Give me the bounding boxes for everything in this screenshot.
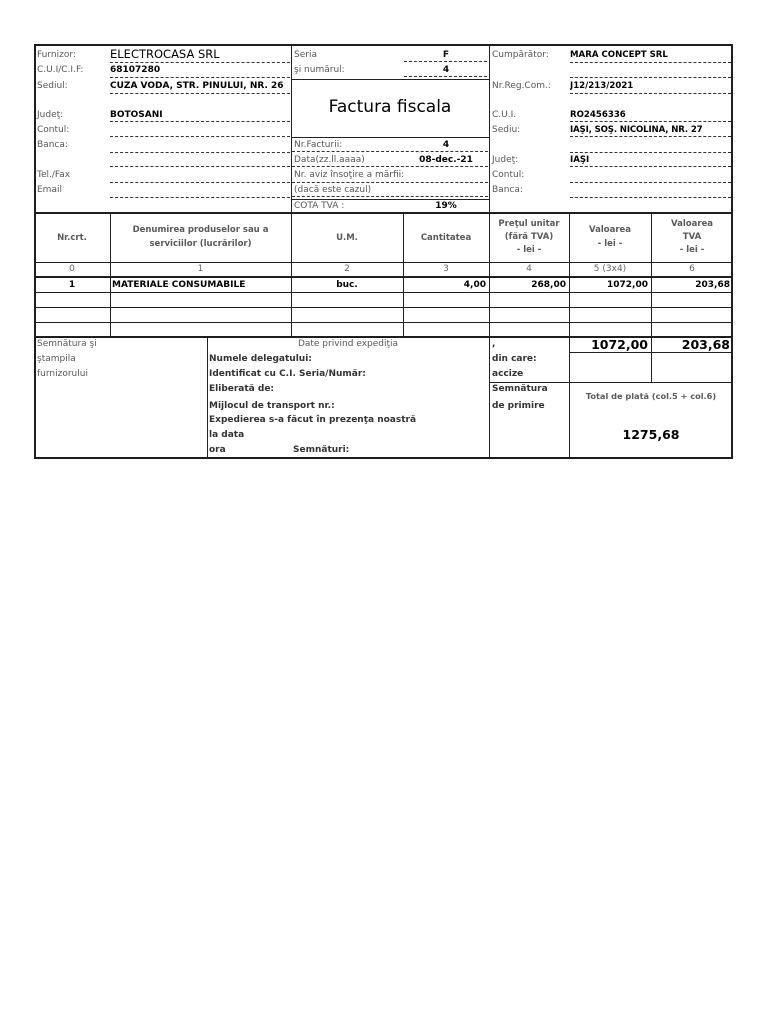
vat-rate-value: 19% bbox=[435, 201, 457, 211]
col-header-vat: TVA bbox=[682, 232, 702, 242]
supplier-address-label: Sediul: bbox=[37, 81, 68, 91]
row-vat: 203,68 bbox=[695, 280, 730, 290]
total-payable: 1275,68 bbox=[622, 427, 680, 442]
field-underline bbox=[570, 136, 731, 137]
column-divider bbox=[207, 337, 208, 459]
title-box-bottom bbox=[291, 137, 489, 138]
buyer-cui-label: C.U.I. bbox=[492, 110, 517, 120]
field-underline bbox=[292, 166, 488, 167]
col-index: 3 bbox=[443, 264, 449, 274]
number-label: şi numărul: bbox=[294, 65, 345, 75]
vat-rate-label: COTA TVA : bbox=[294, 201, 345, 211]
supplier-signature-label: ştampila bbox=[37, 354, 76, 364]
field-underline bbox=[110, 182, 290, 183]
field-underline bbox=[570, 182, 731, 183]
buyer-cui: RO2456336 bbox=[570, 110, 626, 120]
col-header-qty: Cantitatea bbox=[420, 233, 472, 243]
field-underline bbox=[110, 121, 290, 122]
delegate-label: Numele delegatului: bbox=[209, 354, 312, 364]
excise-label: accize bbox=[492, 369, 524, 379]
invoice-no-label: Nr.Facturii: bbox=[294, 140, 343, 150]
buyer-county: IAŞI bbox=[570, 155, 590, 165]
issued-by-label: Eliberată de: bbox=[209, 384, 275, 394]
number-value: 4 bbox=[442, 65, 450, 75]
aviz-note: (dacă este cazul) bbox=[294, 185, 372, 195]
row-divider bbox=[34, 276, 733, 278]
field-underline bbox=[570, 197, 731, 198]
buyer-reg: J12/213/2021 bbox=[570, 81, 634, 91]
invoice-title: Factura fiscala bbox=[328, 97, 452, 117]
buyer-address: IAŞI, SOŞ. NICOLINA, NR. 27 bbox=[570, 125, 703, 135]
field-underline bbox=[570, 152, 731, 153]
col-header-value: - lei - bbox=[597, 239, 623, 249]
supplier-email-label: Email bbox=[37, 185, 62, 195]
field-underline bbox=[570, 77, 731, 78]
col-header-name: serviciilor (lucrărilor) bbox=[149, 239, 252, 249]
supplier-address: CUZA VODA, STR. PINULUI, NR. 26 bbox=[110, 81, 284, 91]
total-value: 1072,00 bbox=[591, 337, 648, 352]
field-underline bbox=[110, 152, 290, 153]
header-bottom-divider bbox=[34, 212, 733, 214]
signatures-label: Semnături: bbox=[293, 445, 350, 455]
supplier-signature-label: furnizorului bbox=[37, 369, 88, 379]
shipping-time-label: ora bbox=[209, 445, 226, 455]
field-underline bbox=[292, 196, 488, 197]
field-underline bbox=[570, 121, 731, 122]
col-index: 2 bbox=[344, 264, 350, 274]
total-vat: 203,68 bbox=[681, 337, 730, 352]
receipt-signature-label: de primire bbox=[492, 401, 545, 411]
transport-label: Mijlocul de transport nr.: bbox=[209, 401, 335, 411]
col-index: 0 bbox=[69, 264, 75, 274]
invoice-date-value: 08-dec.-21 bbox=[419, 155, 473, 165]
supplier-county-label: Judeţ: bbox=[37, 110, 64, 120]
col-header-um: U.M. bbox=[336, 233, 358, 243]
field-underline bbox=[110, 197, 290, 198]
col-header-name: Denumirea produselor sau a bbox=[132, 225, 269, 235]
field-underline bbox=[110, 62, 290, 63]
col-header-price: Preţul unitar bbox=[498, 219, 560, 229]
field-underline bbox=[292, 182, 488, 183]
col-header-price: (fără TVA) bbox=[504, 232, 554, 242]
field-underline bbox=[110, 136, 290, 137]
field-underline bbox=[570, 166, 731, 167]
buyer-address-label: Sediu: bbox=[492, 125, 521, 135]
total-payable-label: Total de plată (col.5 + col.6) bbox=[585, 391, 717, 401]
buyer-account-label: Contul: bbox=[492, 170, 525, 180]
receipt-signature-label: Semnătura bbox=[492, 384, 548, 394]
supplier-name: ELECTROCASA SRL bbox=[110, 47, 220, 61]
shipping-date-label: la data bbox=[209, 430, 245, 440]
column-divider bbox=[291, 44, 292, 337]
buyer-name-label: Cumpărător: bbox=[492, 50, 549, 60]
row-divider bbox=[34, 307, 733, 308]
series-label: Seria bbox=[294, 50, 317, 60]
col-header-value: Valoarea bbox=[588, 225, 632, 235]
col-index: 5 (3x4) bbox=[593, 264, 627, 274]
supplier-cif-label: C.U.I/C.I.F: bbox=[37, 65, 84, 75]
totals-comma: , bbox=[492, 339, 496, 349]
presence-label: Expedierea s-a făcut în prezenţa noastră bbox=[209, 415, 417, 425]
supplier-signature-label: Semnătura şi bbox=[37, 339, 97, 349]
invoice-date-label: Data(zz.ll.aaaa) bbox=[294, 155, 365, 165]
of-which-label: din care: bbox=[492, 354, 537, 364]
row-divider bbox=[34, 292, 733, 293]
title-box-top bbox=[291, 79, 489, 80]
supplier-name-label: Furnizor: bbox=[37, 50, 76, 60]
field-underline bbox=[110, 166, 290, 167]
field-underline bbox=[570, 93, 731, 94]
col-header-vat: - lei - bbox=[679, 245, 705, 255]
field-underline bbox=[404, 76, 487, 77]
supplier-phone-label: Tel./Fax bbox=[37, 170, 71, 180]
row-unit-price: 268,00 bbox=[531, 280, 566, 290]
buyer-reg-label: Nr.Reg.Com.: bbox=[492, 81, 551, 91]
row-nr: 1 bbox=[68, 280, 76, 290]
aviz-label: Nr. aviz însoţire a mărfii: bbox=[294, 170, 405, 180]
col-index: 6 bbox=[689, 264, 695, 274]
row-qty: 4,00 bbox=[463, 280, 486, 290]
col-index: 4 bbox=[526, 264, 532, 274]
row-value: 1072,00 bbox=[607, 280, 648, 290]
buyer-bank-label: Banca: bbox=[492, 185, 523, 195]
shipping-title: Date privind expediţia bbox=[297, 339, 399, 349]
id-label: Identificat cu C.I. Seria/Număr: bbox=[209, 369, 366, 379]
row-product-name: MATERIALE CONSUMABILE bbox=[112, 280, 246, 290]
col-header-price: - lei - bbox=[516, 245, 542, 255]
totals-divider bbox=[569, 352, 733, 353]
col-header-nr: Nr.crt. bbox=[57, 233, 87, 243]
supplier-account-label: Contul: bbox=[37, 125, 70, 135]
col-index: 1 bbox=[197, 264, 204, 274]
row-um: buc. bbox=[336, 280, 358, 290]
invoice-no-value: 4 bbox=[442, 140, 450, 150]
series-value: F bbox=[442, 50, 450, 60]
field-underline bbox=[110, 93, 290, 94]
field-underline bbox=[404, 61, 487, 62]
supplier-bank-label: Banca: bbox=[37, 140, 68, 150]
buyer-county-label: Judeţ: bbox=[492, 155, 519, 165]
field-underline bbox=[110, 77, 290, 78]
field-underline bbox=[292, 151, 488, 152]
row-divider bbox=[34, 322, 733, 323]
supplier-cif: 68107280 bbox=[110, 65, 161, 75]
col-header-vat: Valoarea bbox=[670, 219, 714, 229]
field-underline bbox=[570, 62, 731, 63]
buyer-name: MARA CONCEPT SRL bbox=[570, 50, 668, 60]
supplier-county: BOTOSANI bbox=[110, 110, 163, 120]
